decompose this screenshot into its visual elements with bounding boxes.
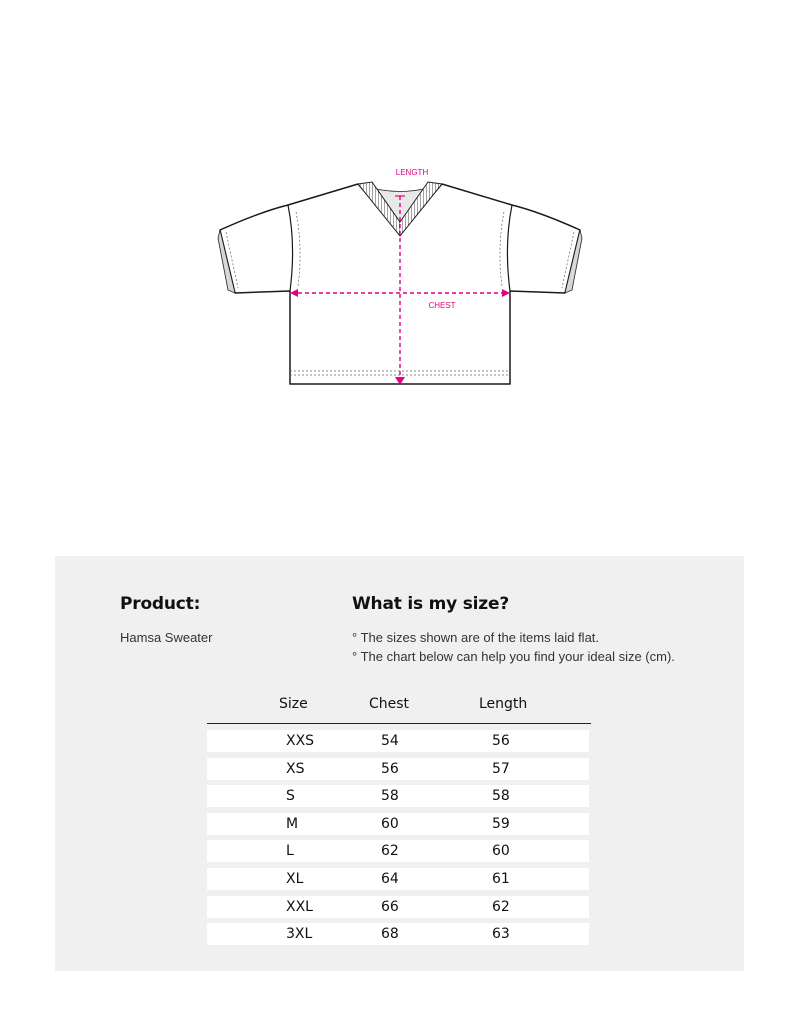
product-name: Hamsa Sweater [120, 630, 213, 645]
garment-flat-sketch [0, 150, 799, 400]
table-row [207, 785, 589, 807]
chest-cell: 68 [381, 926, 399, 943]
chest-cell: 54 [381, 733, 399, 749]
size-note: ° The sizes shown are of the items laid flat. [352, 630, 600, 645]
size-guide-heading: What is my size? [352, 594, 509, 614]
header-chest: Chest [369, 696, 410, 712]
length-cell: 60 [492, 843, 510, 860]
size-cell: L [286, 843, 294, 860]
chest-cell: 56 [381, 760, 399, 777]
length-cell: 57 [492, 760, 510, 777]
length-cell: 59 [492, 815, 510, 832]
size-info-panel [55, 556, 744, 971]
size-table [207, 696, 591, 951]
length-cell: 56 [492, 733, 510, 749]
table-row [207, 868, 589, 890]
header-length: Length [479, 696, 528, 712]
length-label: LENGTH [395, 168, 429, 177]
table-header [207, 696, 591, 724]
size-note: ° The chart below can help you find your ideal size (cm). [352, 649, 675, 664]
chest-label: CHEST [428, 301, 456, 310]
size-cell: XXS [286, 733, 315, 749]
size-cell: XL [286, 870, 304, 887]
length-cell: 61 [492, 870, 510, 887]
chest-cell: 62 [381, 843, 399, 860]
table-row [207, 896, 589, 918]
length-cell: 58 [492, 788, 510, 805]
length-cell: 62 [492, 898, 510, 915]
table-row [207, 840, 589, 862]
chest-cell: 60 [381, 815, 399, 832]
length-cell: 63 [492, 926, 510, 943]
size-cell: 3XL [286, 926, 313, 943]
size-cell: M [286, 815, 299, 832]
size-cell: S [286, 788, 295, 805]
table-row [207, 813, 589, 835]
size-cell: XXL [286, 898, 313, 915]
chest-cell: 66 [381, 898, 399, 915]
size-cell: XS [286, 760, 305, 777]
table-row [207, 730, 589, 752]
table-row [207, 758, 589, 780]
product-heading: Product: [120, 594, 201, 614]
chest-cell: 64 [381, 870, 399, 887]
header-size: Size [279, 696, 308, 712]
table-row [207, 923, 589, 945]
chest-cell: 58 [381, 788, 399, 805]
